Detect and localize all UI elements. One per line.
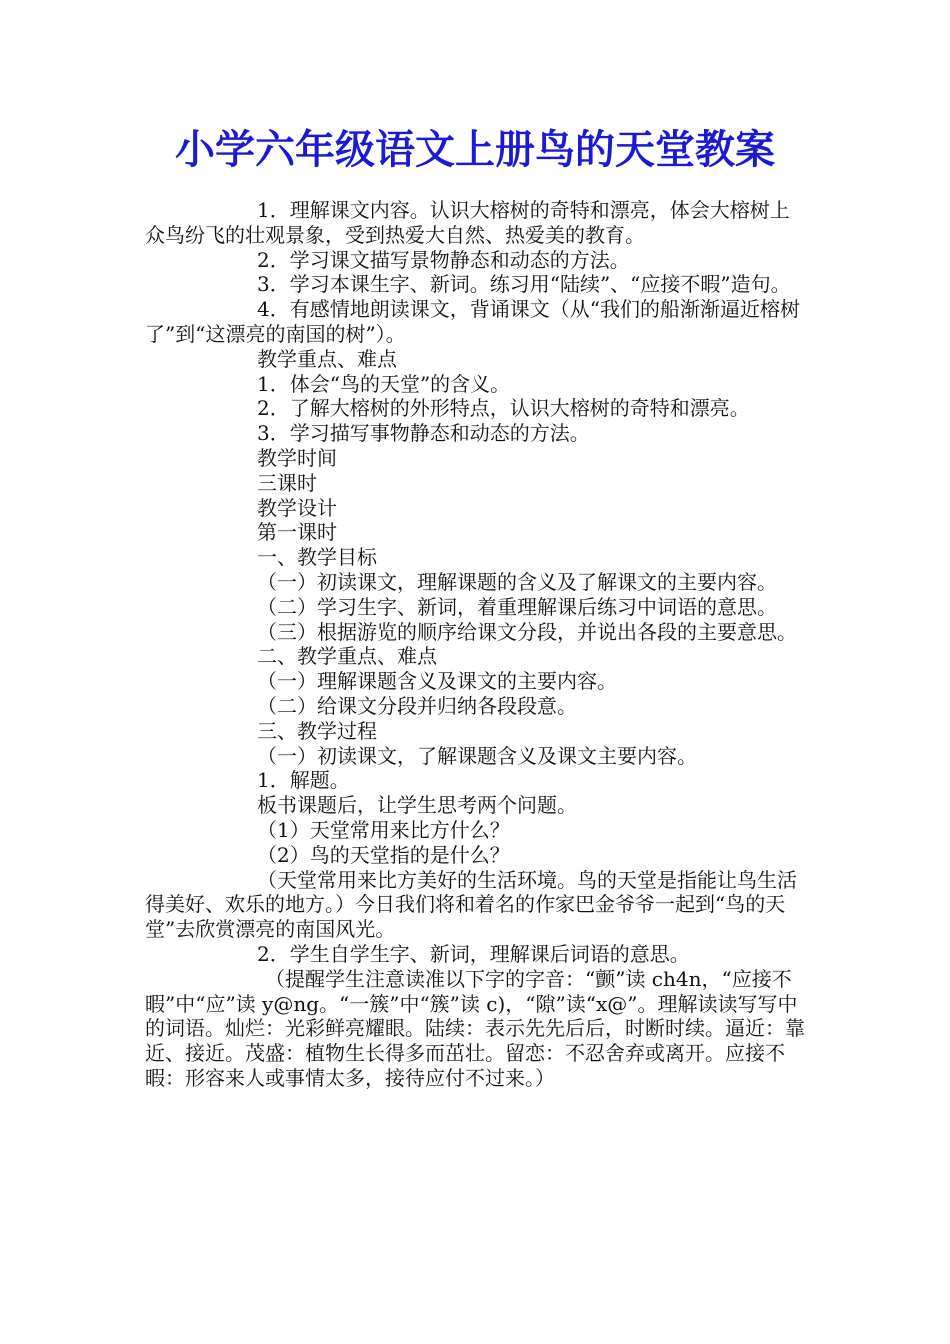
heading-first-lesson: 第一课时: [257, 520, 337, 545]
paragraph-goal-3: 3．学习本课生字、新词。练习用“陆续”、“应接不暇”造句。: [257, 272, 791, 297]
paragraph-objective-1: （一）初读课文，理解课题的含义及了解课文的主要内容。: [257, 569, 777, 594]
heading-section-2: 二、教学重点、难点: [257, 644, 437, 669]
paragraph-question-1: （1）天堂常用来比方什么？: [257, 817, 510, 842]
paragraph-teaching-time: 三课时: [257, 470, 317, 495]
paragraph-goal-4: 4．有感情地朗读课文，背诵课文（从“我们的船渐渐逼近榕树了”到“这漂亮的南国的树”）。: [145, 297, 800, 346]
paragraph-objective-3: （三）根据游览的顺序给课文分段，并说出各段的主要意思。: [257, 619, 797, 644]
paragraph-question-2: （2）鸟的天堂指的是什么？: [257, 842, 510, 867]
document-body: [145, 198, 809, 1091]
heading-teaching-design: 教学设计: [257, 495, 337, 520]
heading-teaching-time: 教学时间: [257, 445, 337, 470]
paragraph-board-title: 板书课题后，让学生思考两个问题。: [257, 793, 577, 818]
paragraph-objective-2: （二）学习生字、新词，着重理解课后练习中词语的意思。: [257, 594, 777, 619]
paragraph-key-point-2: 2．了解大榕树的外形特点，认识大榕树的奇特和漂亮。: [257, 396, 750, 421]
paragraph-goal-2: 2．学习课文描写景物静态和动态的方法。: [257, 247, 630, 272]
document-title: 小学六年级语文上册鸟的天堂教案: [175, 126, 775, 173]
paragraph-key-point-1: 1．体会“鸟的天堂”的含义。: [257, 371, 511, 396]
paragraph-goal-1: 1．理解课文内容。认识大榕树的奇特和漂亮，体会大榕树上众鸟纷飞的壮观景象，受到热爱大自然、热爱美的教育。: [145, 198, 790, 247]
paragraph-difficulty-2: （二）给课文分段并归纳各段段意。: [257, 693, 577, 718]
heading-key-points: 教学重点、难点: [257, 346, 397, 371]
paragraph-answer: （天堂常用来比方美好的生活环境。鸟的天堂是指能让鸟生活得美好、欢乐的地方。）今日我们将和着名的作家巴金爷爷一起到“鸟的天堂”去欣赏漂亮的南国风光。: [145, 867, 797, 942]
paragraph-pronunciation: （提醒学生注意读准以下字的字音：“颤”读 ch4n，“应接不暇”中“应”读 y@ng。“一簇”中“簇”读 c)，“隙”读“x@”。理解读读写写中的词语。灿烂：光彩鲜亮耀眼。陆续：表示先先后后，时断时续。逼近：靠近、接近。茂盛：植物生长得多而茁壮。留恋：不忍舍弃或离开。应接不暇：形容来人或事情太多，接待应付不过来。）: [145, 966, 805, 1090]
heading-section-3: 三、教学过程: [257, 718, 377, 743]
paragraph-difficulty-1: （一）理解课题含义及课文的主要内容。: [257, 669, 617, 694]
heading-section-1: 一、教学目标: [257, 545, 377, 570]
paragraph-process-1: （一）初读课文，了解课题含义及课文主要内容。: [257, 743, 697, 768]
paragraph-self-study: 2．学生自学生字、新词，理解课后词语的意思。: [257, 941, 690, 966]
paragraph-explain-title: 1．解题。: [257, 768, 350, 793]
paragraph-key-point-3: 3．学习描写事物静态和动态的方法。: [257, 421, 590, 446]
